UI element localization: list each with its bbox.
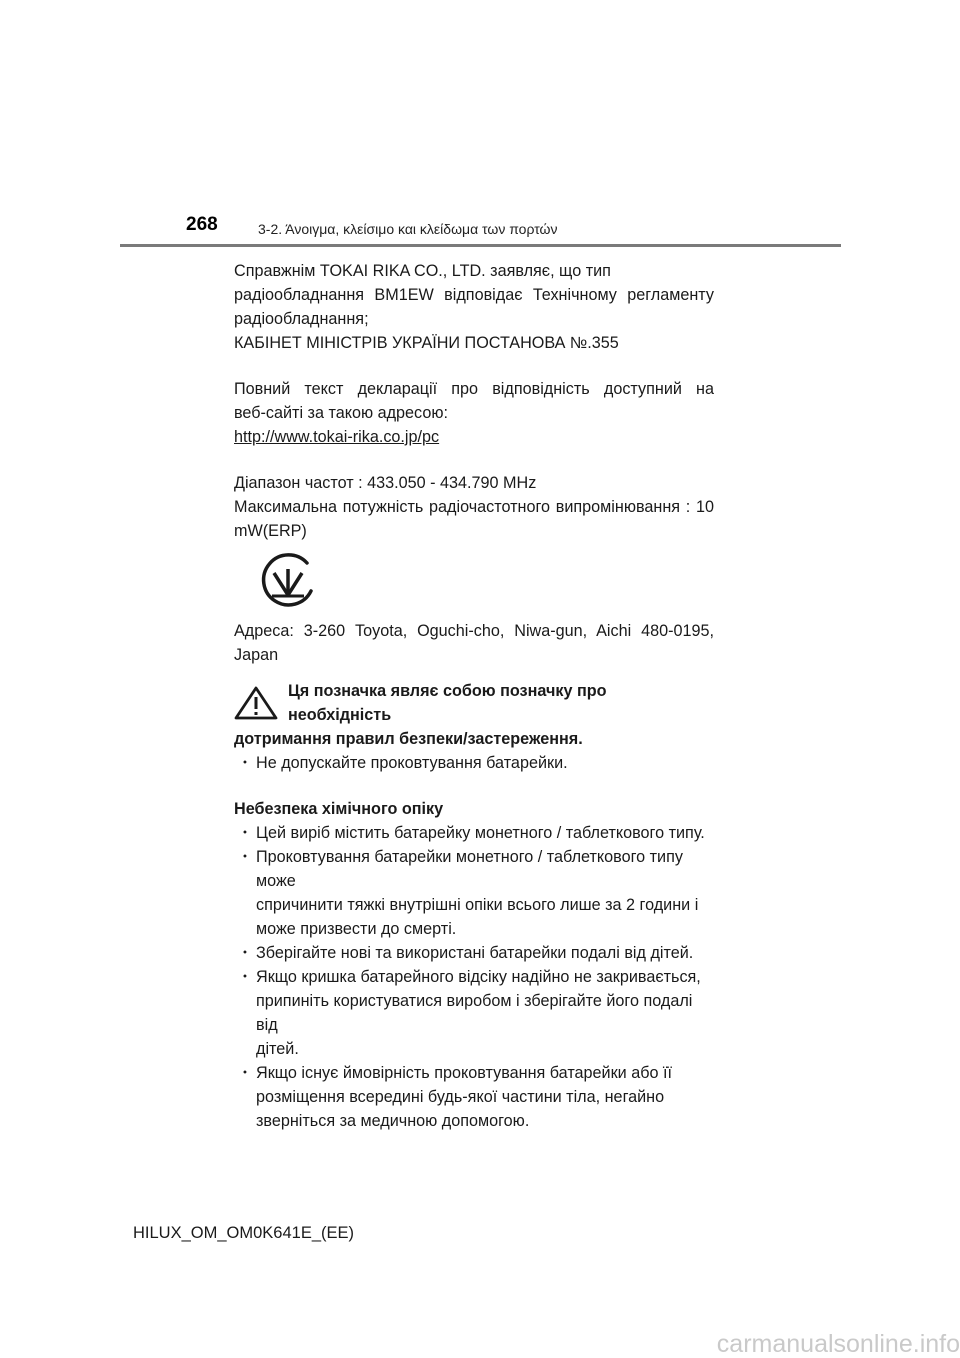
hazard-bullet-text: спричинити тяжкі внутрішні опіки всього лише за 2 години і [256, 896, 699, 914]
ukraine-conformity-mark-row [234, 543, 714, 619]
warning-bullet [234, 751, 714, 775]
declaration-line: радіообладнання; [234, 310, 369, 328]
declaration-block [234, 259, 714, 355]
bullet-marker: ・ [236, 824, 254, 842]
warning-heading-line: Ця позначка являє собою позначку про необхідність [287, 682, 607, 724]
hazard-bullet-text: Якщо існує ймовірність проковтування батарейки або її [256, 1064, 672, 1082]
ukraine-conformity-mark-icon [258, 551, 318, 611]
frequency-line: Діапазон частот : 433.050 - 434.790 MHz [234, 474, 537, 492]
full-text-line: веб-сайті за такою адресою: [234, 404, 448, 422]
frequency-line: Максимальна потужність радіочастотного випромінювання : 10 [234, 498, 714, 516]
warning-triangle-icon [234, 686, 278, 720]
section-title: 3-2. Άνοιγμα, κλείσιμο και κλείδωμα των πορτών [258, 221, 558, 237]
hazard-bullet [234, 965, 714, 1061]
warning-bullet-text: Не допускайте проковтування батарейки. [256, 754, 568, 772]
hazard-bullet-text: Якщо кришка батарейного відсіку надійно не закривається, [256, 968, 701, 986]
warning-heading-line: дотримання правил безпеки/застереження. [234, 730, 583, 748]
hazard-bullet-text: може призвести до смерті. [256, 920, 457, 938]
hazard-bullet-text: зверніться за медичною допомогою. [256, 1112, 530, 1130]
declaration-line: Справжнім TOKAI RIKA CO., LTD. заявляє, що тип [234, 262, 611, 280]
bullet-marker: ・ [236, 944, 254, 962]
frequency-block [234, 471, 714, 543]
hazard-bullet-text: Проковтування батарейки монетного / таблеткового типу може [256, 848, 683, 890]
full-text-block [234, 377, 714, 449]
hazard-title: Небезпека хімічного опіку [234, 800, 444, 818]
bullet-marker: ・ [236, 968, 254, 986]
page-number: 268 [186, 214, 218, 235]
bullet-marker: ・ [236, 848, 254, 866]
site-watermark: carmanualsonline.info [716, 1330, 960, 1358]
address-line: Адреса: 3-260 Toyota, Oguchi-cho, Niwa-gun, Aichi 480-0195, [234, 622, 714, 640]
bullet-marker: ・ [236, 1064, 254, 1082]
declaration-url-link[interactable]: http://www.tokai-rika.co.jp/pc [234, 428, 440, 446]
hazard-bullet [234, 941, 714, 965]
hazard-bullet [234, 821, 714, 845]
manual-code-footer: HILUX_OM_OM0K641E_(EE) [133, 1224, 355, 1242]
hazard-block [234, 797, 714, 1133]
hazard-bullet-text: Цей виріб містить батарейку монетного / таблеткового типу. [256, 824, 705, 842]
warning-heading [234, 679, 714, 727]
header-divider [120, 244, 841, 247]
frequency-line: mW(ERP) [234, 522, 307, 540]
hazard-bullet-text: Зберігайте нові та використані батарейки подалі від дітей. [256, 944, 694, 962]
hazard-bullet-text: розміщення всередині будь-якої частини тіла, негайно [256, 1088, 665, 1106]
address-block [234, 619, 714, 667]
hazard-bullet [234, 845, 714, 941]
full-text-line: Повний текст декларації про відповідність доступний на [234, 380, 714, 398]
hazard-bullet [234, 1061, 714, 1133]
declaration-line: КАБІНЕТ МІНІСТРІВ УКРАЇНИ ПОСТАНОВА №.355 [234, 334, 619, 352]
hazard-bullet-text: припиніть користуватися виробом і зберігайте його подалі від [256, 992, 693, 1034]
address-line: Japan [234, 646, 279, 664]
declaration-line: радіообладнання BM1EW відповідає Технічному регламенту [234, 286, 714, 304]
page-content [234, 259, 714, 1133]
bullet-marker: ・ [236, 754, 254, 772]
warning-block [234, 679, 714, 775]
hazard-bullet-text: дітей. [256, 1040, 299, 1058]
